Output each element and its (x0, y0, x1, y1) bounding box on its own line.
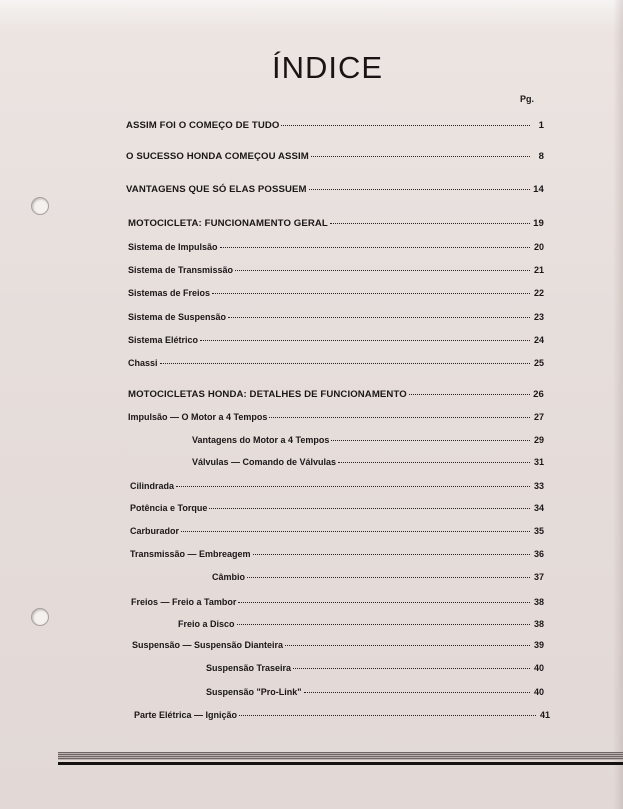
toc-entry-page: 21 (533, 265, 544, 275)
toc-entry-label: Sistema de Transmissão (128, 265, 234, 275)
toc-entry-page: 40 (533, 663, 544, 673)
toc-entry (130, 549, 544, 559)
toc-entry (131, 597, 544, 607)
toc-entry-label: MOTOCICLETAS HONDA: DETALHES DE FUNCIONAMENTO (128, 389, 407, 400)
toc-entry (130, 503, 544, 513)
leader-dots (220, 246, 530, 248)
leader-dots (330, 222, 530, 224)
toc-entry-label: Suspensão — Suspensão Dianteira (132, 640, 284, 650)
leader-dots (200, 339, 530, 341)
toc-entry (128, 288, 544, 298)
leader-dots (281, 124, 530, 126)
toc-entry-page: 19 (533, 218, 544, 229)
toc-entry-page: 26 (533, 389, 544, 400)
toc-entry-label: Vantagens do Motor a 4 Tempos (192, 435, 330, 445)
toc-entry (128, 312, 544, 322)
toc-entry-page: 33 (533, 481, 544, 491)
toc-entry-page: 24 (533, 335, 544, 345)
leader-dots (293, 667, 530, 669)
toc-entry (130, 526, 544, 536)
toc-entry-page: 41 (539, 710, 550, 720)
bottom-solid-rule (58, 762, 623, 765)
leader-dots (269, 416, 530, 418)
toc-entry-page: 37 (533, 572, 544, 582)
leader-dots (181, 530, 530, 532)
toc-entry-page: 25 (533, 358, 544, 368)
toc-entry-label: Cilindrada (130, 481, 175, 491)
toc-entry (128, 265, 544, 275)
toc-entry (206, 663, 544, 673)
leader-dots (239, 714, 536, 716)
toc-entry-label: Freio a Disco (178, 619, 235, 629)
toc-entry-label: VANTAGENS QUE SÓ ELAS POSSUEM (126, 184, 307, 195)
toc-entry (134, 710, 550, 720)
leader-dots (212, 292, 530, 294)
leader-dots (228, 316, 530, 318)
toc-entry-page: 8 (538, 151, 544, 162)
toc-entry (126, 151, 544, 162)
toc-entry-label: Câmbio (212, 572, 246, 582)
toc-entry-label: Sistema de Impulsão (128, 242, 218, 252)
toc-entry-page: 1 (538, 120, 544, 131)
toc-entry-label: Sistema Elétrico (128, 335, 199, 345)
leader-dots (331, 439, 530, 441)
toc-entry-page: 31 (533, 457, 544, 467)
toc-entry-page: 29 (533, 435, 544, 445)
bottom-decorative-rule (58, 752, 623, 760)
leader-dots (247, 576, 530, 578)
toc-entry (192, 457, 544, 467)
toc-entry-page: 14 (533, 184, 544, 195)
toc-entry-label: Parte Elétrica — Ignição (134, 710, 238, 720)
toc-entry (128, 218, 544, 229)
toc-entry-page: 20 (533, 242, 544, 252)
toc-entry-page: 27 (533, 412, 544, 422)
toc-entry (128, 242, 544, 252)
toc-entry-page: 23 (533, 312, 544, 322)
leader-dots (237, 623, 530, 625)
toc-entry-label: Sistema de Suspensão (128, 312, 227, 322)
toc-entry-label: Chassi (128, 358, 158, 368)
toc-entry-label: Válvulas — Comando de Válvulas (192, 457, 337, 467)
toc-entry (126, 184, 544, 195)
toc-entry (130, 481, 544, 491)
toc-entry-page: 22 (533, 288, 544, 298)
toc-entry (126, 120, 544, 131)
toc-entry (206, 687, 544, 697)
toc-entry (178, 619, 544, 629)
toc-entry-label: MOTOCICLETA: FUNCIONAMENTO GERAL (128, 218, 328, 229)
toc-entry (192, 435, 544, 445)
leader-dots (209, 507, 530, 509)
toc-entry (128, 335, 544, 345)
leader-dots (235, 269, 530, 271)
leader-dots (253, 553, 530, 555)
leader-dots (309, 188, 530, 190)
toc-entry-page: 36 (533, 549, 544, 559)
page-column-header: Pg. (520, 94, 535, 104)
toc-entry-label: Freios — Freio a Tambor (131, 597, 237, 607)
toc-entry-label: Suspensão "Pro-Link" (206, 687, 302, 697)
leader-dots (176, 485, 530, 487)
toc-entry (212, 572, 544, 582)
leader-dots (285, 644, 530, 646)
page-title: ÍNDICE (272, 50, 384, 85)
toc-entry-label: O SUCESSO HONDA COMEÇOU ASSIM (126, 151, 309, 162)
toc-entry-page: 35 (533, 526, 544, 536)
leader-dots (304, 691, 530, 693)
toc-entry (128, 358, 544, 368)
toc-entry (128, 412, 544, 422)
toc-entry-label: Transmissão — Embreagem (130, 549, 251, 559)
toc-entry-label: Sistemas de Freios (128, 288, 211, 298)
leader-dots (338, 461, 530, 463)
toc-entry (132, 640, 544, 650)
toc-entry-label: Impulsão — O Motor a 4 Tempos (128, 412, 268, 422)
toc-entry-label: ASSIM FOI O COMEÇO DE TUDO (126, 120, 280, 131)
toc-entry-page: 39 (533, 640, 544, 650)
leader-dots (160, 362, 530, 364)
toc-entry-page: 38 (533, 619, 544, 629)
toc-entry-label: Potência e Torque (130, 503, 208, 513)
toc-entry-label: Suspensão Traseira (206, 663, 292, 673)
toc-entry (128, 389, 544, 400)
toc-entry-page: 34 (533, 503, 544, 513)
leader-dots (409, 393, 530, 395)
leader-dots (238, 601, 530, 603)
leader-dots (311, 155, 530, 157)
toc-entry-page: 38 (533, 597, 544, 607)
toc-entry-page: 40 (533, 687, 544, 697)
toc-entry-label: Carburador (130, 526, 180, 536)
